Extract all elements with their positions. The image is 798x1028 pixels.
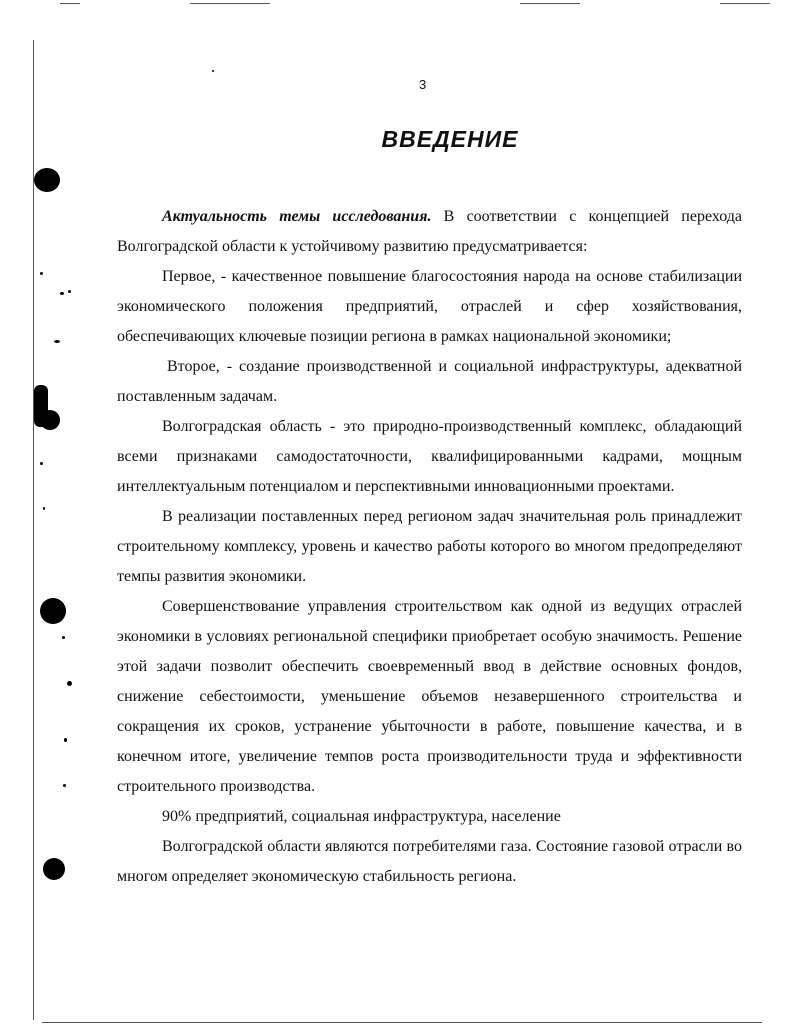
page-number: 3 [419, 77, 427, 92]
top-edge-mark [190, 3, 270, 4]
paragraph-lead: Актуальность темы исследования. [162, 208, 432, 225]
speck-mark [68, 290, 71, 293]
top-edge-mark [720, 3, 770, 4]
speck-mark [212, 70, 214, 72]
binder-hole-mark [43, 858, 65, 880]
top-edge-mark [520, 3, 580, 4]
speck-mark [40, 272, 43, 275]
paragraph-text: В соответствии с концепцией перехода Волгоградской области к устойчивому развитию предусматривается: [117, 208, 743, 255]
top-edge-mark [60, 3, 80, 4]
paragraph-relevance [117, 202, 742, 262]
left-page-edge [33, 40, 34, 1020]
paragraph-first: Первое, - качественное повышение благосостояния народа на основе стабилизации экономического положения предприятий, отраслей и сфер хозяйствования, обеспечивающих ключевые позиции региона в рамках национальной экономики; [117, 268, 742, 345]
bottom-edge-line [42, 1022, 762, 1023]
body-text [117, 202, 742, 892]
speck-mark [62, 636, 65, 639]
paragraph-gas-consumers: 90% предприятий, социальная инфраструктура, население [162, 808, 561, 825]
paragraph-construction-role: В реализации поставленных перед регионом задач значительная роль принадлежит строительному комплексу, уровень и качество работы которого во многом предопределяют темпы развития экономики. [117, 508, 742, 585]
paragraph-second: Второе, - создание производственной и социальной инфраструктуры, адекватной поставленным задачам. [117, 358, 742, 405]
speck-mark [54, 340, 60, 343]
paragraph-gas-industry: Волгоградской области являются потребителями газа. Состояние газовой отрасли во многом определяет экономическую стабильность региона. [117, 838, 742, 885]
binder-hole-mark [40, 410, 60, 430]
speck-mark [60, 292, 64, 295]
speck-mark [40, 462, 43, 465]
speck-mark [63, 784, 66, 787]
binder-hole-mark [40, 598, 66, 624]
paragraph-management: Совершенствование управления строительством как одной из ведущих отраслей экономики в условиях региональной специфики приобретает особую значимость. Решение этой задачи позволит обеспечить своевременный ввод в действие основных фондов, снижение себестоимости, уменьшение объемов незавершенного строительства и сокращения их сроков, устранение убыточности в работе, повышение качества, и в конечном итоге, увеличение темпов роста производительности труда и эффективности строительного производства. [117, 598, 742, 795]
speck-mark [67, 681, 72, 686]
speck-mark [64, 738, 67, 742]
page-title: ВВЕДЕНИЕ [381, 126, 519, 152]
speck-mark [43, 507, 45, 510]
binder-hole-mark [34, 168, 60, 192]
paragraph-region: Волгоградская область - это природно-производственный комплекс, обладающий всеми признаками самодостаточности, квалифицированными кадрами, мощным интеллектуальным потенциалом и перспективными инновационными проектами. [117, 418, 742, 495]
